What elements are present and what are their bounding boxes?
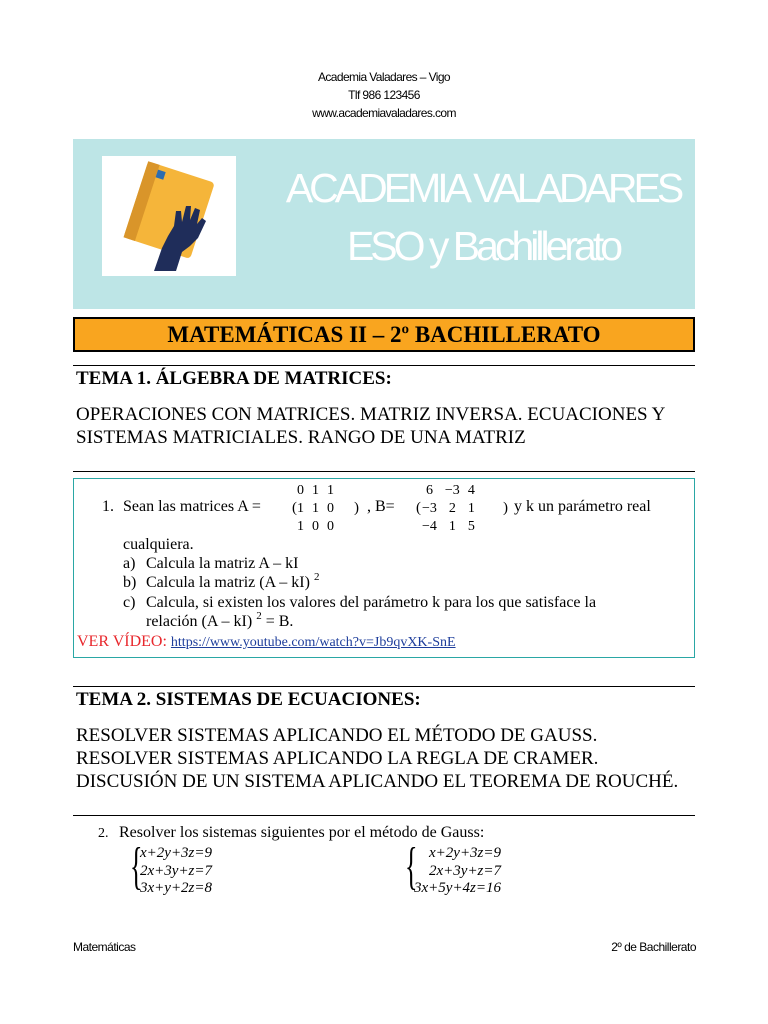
superscript: 2 — [256, 610, 262, 622]
divider — [73, 686, 695, 687]
matrix-cell: 1 — [448, 519, 456, 534]
equation: 3x+5y+4z=16 — [414, 880, 502, 896]
video-link[interactable]: https://www.youtube.com/watch?v=Jb9qvXK-SnE — [170, 635, 456, 650]
header-website: www.academiavaladares.com — [312, 106, 456, 120]
banner — [73, 139, 695, 309]
matrix-cell: −3 — [444, 483, 460, 498]
video-line — [77, 633, 456, 651]
item-c-text: Calcula, si existen los valores del parámetro k para los que satisface la — [146, 594, 597, 611]
tema2-title: TEMA 2. SISTEMAS DE ECUACIONES: — [76, 689, 421, 710]
item-b-label: Calcula la matriz (A – kI) — [146, 574, 310, 591]
hand-holding-book-icon — [102, 156, 236, 276]
equation: x+2y+3z=9 — [429, 845, 502, 861]
matrix-cell: 0 — [327, 519, 334, 534]
system1 — [140, 845, 212, 898]
matrix-cell: 1 — [312, 483, 319, 498]
matrix-cell: 2 — [448, 501, 456, 516]
equation: 2x+3y+z=7 — [429, 862, 502, 879]
matrix-cell: 1 — [467, 501, 475, 516]
tema1-description: OPERACIONES CON MATRICES. MATRIZ INVERSA. ECUACIONES Y SISTEMAS MATRICIALES. RANGO DE UNA MATRIZ — [76, 404, 665, 448]
tema2-description: RESOLVER SISTEMAS APLICANDO EL MÉTODO DE GAUSS. RESOLVER SISTEMAS APLICANDO LA REGLA DE CRAMER. DISCUSIÓN DE UN SISTEMA APLICANDO EL TEOREMA DE ROUCHÉ. — [76, 725, 679, 792]
subject-title: MATEMÁTICAS II – 2º BACHILLERATO — [73, 317, 695, 352]
header-phone: Tlf 986 123456 — [348, 88, 420, 102]
exercise1-intro: Sean las matrices A = — [123, 498, 261, 515]
item-b-text — [146, 571, 320, 592]
item-c-cont — [146, 610, 294, 631]
equation: x+2y+3z=9 — [140, 845, 213, 861]
exercise1-intro-cont: cualquiera. — [123, 536, 194, 553]
item-c-cont-label: relación (A – kI) — [146, 613, 253, 630]
equation: 2x+3y+z=7 — [140, 862, 213, 879]
system2 — [414, 845, 501, 898]
matrix-cell: 0 — [312, 519, 319, 534]
item-letter: b) — [123, 574, 137, 591]
matrix-cell: −3 — [422, 501, 437, 516]
paren-left: ( — [292, 500, 297, 516]
matrix-cell: 1 — [297, 501, 304, 516]
exercise1-number: 1. — [102, 498, 114, 515]
exercise2-intro: Resolver los sistemas siguientes por el método de Gauss: — [119, 824, 485, 841]
matrix-cell: −4 — [422, 519, 437, 534]
footer-right: 2º de Bachillerato — [611, 940, 696, 954]
logo — [102, 156, 236, 276]
exercise1-param-text: y k un parámetro real — [514, 498, 651, 515]
item-a-text: Calcula la matriz A – kI — [146, 555, 299, 572]
matrix-b — [418, 482, 479, 536]
matrix-cell: 1 — [297, 519, 304, 534]
matrix-cell: 5 — [467, 519, 475, 534]
matrix-cell: 1 — [312, 501, 319, 516]
matrix-cell: 0 — [297, 483, 304, 498]
matrix-a — [293, 482, 338, 536]
tema1-title: TEMA 1. ÁLGEBRA DE MATRICES: — [76, 368, 392, 389]
divider — [73, 471, 695, 472]
item-c-cont-end: = B. — [261, 613, 294, 630]
paren-right: ) — [503, 500, 508, 516]
item-letter: c) — [123, 594, 136, 611]
matrix-cell: 1 — [327, 483, 334, 498]
matrix-cell: 0 — [327, 501, 334, 516]
paren-right: ) — [354, 500, 359, 516]
video-label: VER VÍDEO: — [77, 633, 167, 650]
equation: 3x+y+2z=8 — [140, 880, 213, 896]
item-letter: a) — [123, 555, 136, 572]
divider — [73, 815, 695, 816]
header-academy-name: Academia Valadares – Vigo — [318, 70, 450, 84]
divider — [73, 365, 695, 366]
matrix-cell: 4 — [467, 483, 475, 498]
matrix-cell: 6 — [425, 483, 433, 498]
superscript: 2 — [313, 571, 320, 583]
exercise2-number: 2. — [98, 826, 109, 841]
exercise1-b-label: , B= — [367, 498, 395, 515]
system-brace: { — [130, 838, 143, 895]
footer-left: Matemáticas — [73, 940, 136, 954]
paren-left: ( — [416, 500, 421, 516]
banner-title: ACADEMIA VALADARES — [285, 165, 681, 211]
system-brace: { — [405, 838, 418, 895]
banner-subtitle: ESO y Bachillerato — [346, 223, 620, 269]
